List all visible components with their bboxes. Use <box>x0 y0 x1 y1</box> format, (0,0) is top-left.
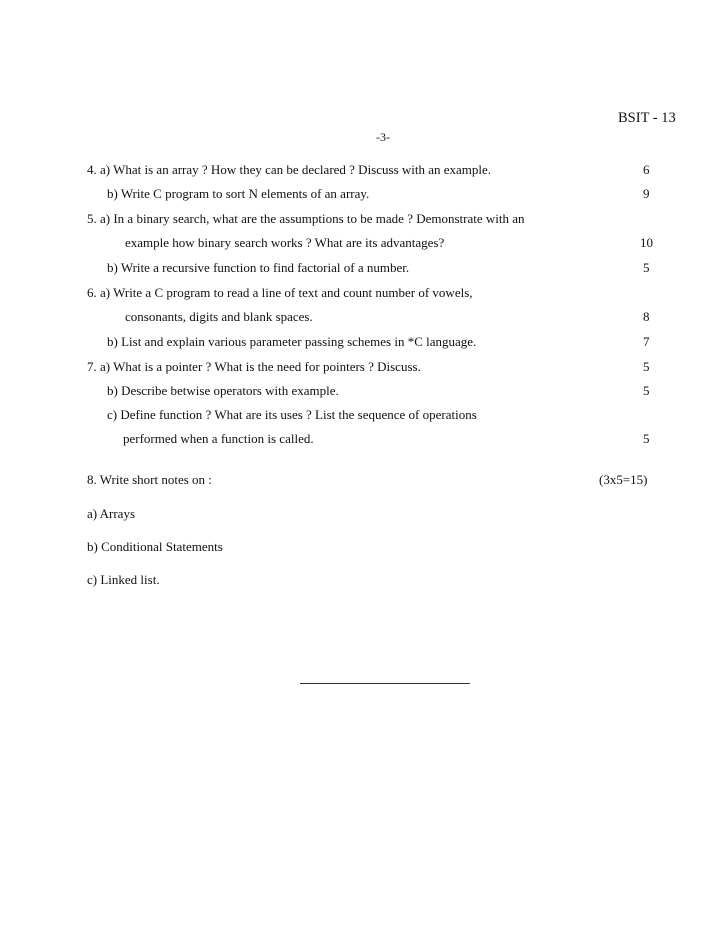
question-4a: 4. a) What is an array ? How they can be declared ? Discuss with an example. <box>87 162 492 177</box>
question-8-heading: 8. Write short notes on : <box>87 472 212 487</box>
short-note-item: b) Conditional Statements <box>87 539 223 554</box>
question-5a-cont: example how binary search works ? What are its advantages? <box>125 235 445 250</box>
question-5a: 5. a) In a binary search, what are the assumptions to be made ? Demonstrate with an <box>87 211 525 226</box>
marks-5b: 5 <box>643 260 650 275</box>
question-7a: 7. a) What is a pointer ? What is the need for pointers ? Discuss. <box>87 359 421 374</box>
question-4b: b) Write C program to sort N elements of an array. <box>107 186 370 201</box>
marks-5a: 10 <box>640 235 653 250</box>
end-rule <box>300 683 470 684</box>
question-7b: b) Describe betwise operators with example. <box>107 383 339 398</box>
marks-6a: 8 <box>643 309 650 324</box>
question-7c-cont: performed when a function is called. <box>123 431 314 446</box>
marks-4a: 6 <box>643 162 650 177</box>
marks-4b: 9 <box>643 186 650 201</box>
marks-8: (3x5=15) <box>599 472 648 487</box>
short-note-item: a) Arrays <box>87 506 136 521</box>
question-6a-cont: consonants, digits and blank spaces. <box>125 309 313 324</box>
question-6a: 6. a) Write a C program to read a line of text and count number of vowels, <box>87 285 473 300</box>
marks-7c: 5 <box>643 431 650 446</box>
marks-6b: 7 <box>643 334 650 349</box>
paper-code: BSIT - 13 <box>618 110 676 126</box>
short-note-item: c) Linked list. <box>87 572 160 587</box>
marks-7a: 5 <box>643 359 650 374</box>
question-6b: b) List and explain various parameter passing schemes in *C language. <box>107 334 477 349</box>
question-5b: b) Write a recursive function to find factorial of a number. <box>107 260 410 275</box>
page-number: -3- <box>376 130 390 144</box>
marks-7b: 5 <box>643 383 650 398</box>
question-7c: c) Define function ? What are its uses ? List the sequence of operations <box>107 407 477 422</box>
